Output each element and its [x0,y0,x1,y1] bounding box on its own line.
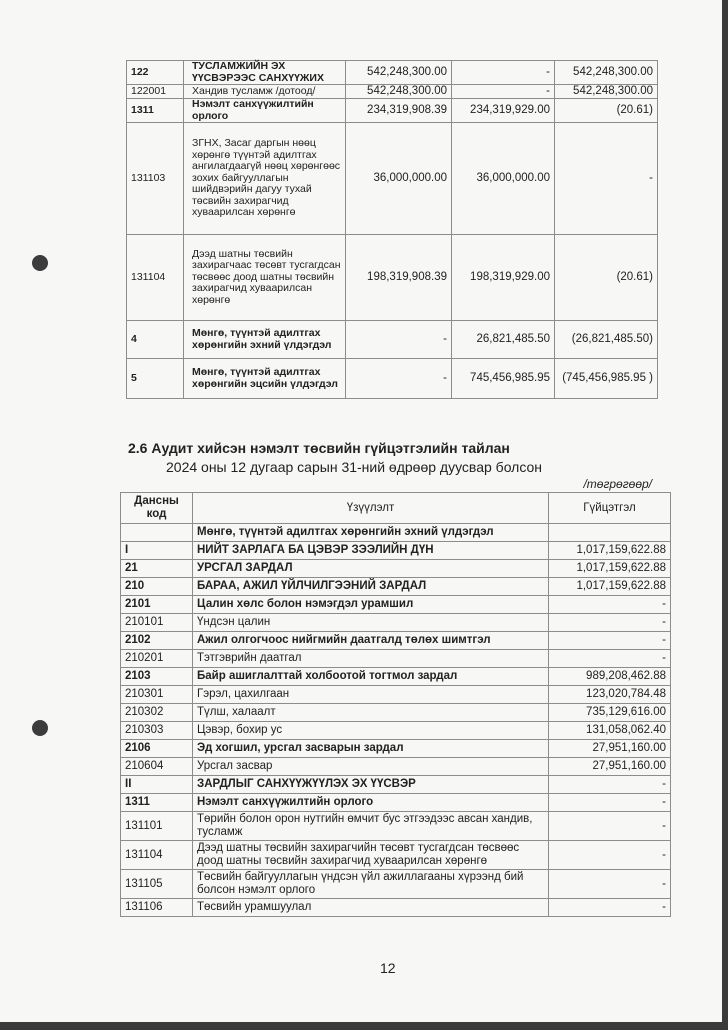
row-value-b: - [452,85,555,99]
row-value: - [549,596,671,614]
table-row [121,899,671,917]
row-value: 1,017,159,622.88 [549,542,671,560]
row-value [549,524,671,542]
table-row [121,578,671,596]
row-code: 1311 [121,794,193,812]
row-label: Төсвийн урамшуулал [193,899,549,917]
row-value-b: 745,456,985.95 [452,359,555,399]
row-value: - [549,650,671,668]
row-value: 27,951,160.00 [549,740,671,758]
row-value: - [549,794,671,812]
row-value: - [549,812,671,841]
row-value-a: 36,000,000.00 [346,123,452,235]
row-value-c: 542,248,300.00 [555,85,658,99]
row-code: 210302 [121,704,193,722]
row-code: 122 [127,61,184,85]
row-label: Дээд шатны төсвийн захирагчаас төсөвт тусгагдсан төсвөөс доод шатны төсвийн захирагчид хуваарилсан хөрөнгө [184,235,346,321]
page-number: 12 [380,960,396,976]
table-row [121,524,671,542]
row-label: Эд хогшил, урсгал засварын зардал [193,740,549,758]
row-value: - [549,899,671,917]
row-value-c: (20.61) [555,99,658,123]
row-code: 210604 [121,758,193,776]
table-row [121,686,671,704]
table-row [121,614,671,632]
row-label: ТУСЛАМЖИЙН ЭХ ҮҮСВЭРЭЭС САНХҮҮЖИХ [184,61,346,85]
row-value-a: 542,248,300.00 [346,85,452,99]
header-performance: Гүйцэтгэл [549,493,671,524]
row-label: Төрийн болон орон нутгийн өмчит бус этгээдээс авсан хандив, тусламж [193,812,549,841]
row-label: Мөнгө, түүнтэй адилтгах хөрөнгийн эхний үлдэгдэл [193,524,549,542]
table-row [121,668,671,686]
table-row [121,560,671,578]
row-value-a: 198,319,908.39 [346,235,452,321]
row-value: - [549,614,671,632]
row-label: Нэмэлт санхүүжилтийн орлого [184,99,346,123]
row-code: 210301 [121,686,193,704]
row-value-c: 542,248,300.00 [555,61,658,85]
table-row [121,841,671,870]
row-code: 2102 [121,632,193,650]
row-label: Төсвийн байгууллагын үндсэн үйл ажиллагааны хүрээнд бий болсон нэмэлт орлого [193,870,549,899]
header-indicator: Үзүүлэлт [193,493,549,524]
table-row [121,870,671,899]
row-value-b: 36,000,000.00 [452,123,555,235]
row-value: - [549,776,671,794]
unit-label: /төгрөгөөр/ [583,477,652,491]
row-label: ЗГНХ, Засаг даргын нөөц хөрөнгө түүнтэй адилтгах ангилагдаагүй нөөц хөрөнгөөс зохих байгууллагын шийдвэрийн дагуу тухай төсвийн захирагчид хуваарилсан хөрөнгө [184,123,346,235]
table-row [127,123,658,235]
row-value-b: 198,319,929.00 [452,235,555,321]
row-value-c: (26,821,485.50) [555,321,658,359]
table-row [121,740,671,758]
table-row [121,542,671,560]
row-label: Цалин хөлс болон нэмэгдэл урамшил [193,596,549,614]
punch-hole [32,255,48,271]
row-value: 27,951,160.00 [549,758,671,776]
row-label: Дээд шатны төсвийн захирагчийн төсөвт тусгагдсан төсвөөс доод шатны төсвийн захирагчид хуваарилсан хөрөнгө [193,841,549,870]
row-code: I [121,542,193,560]
table-row [127,61,658,85]
row-code: II [121,776,193,794]
table-header-row [121,493,671,524]
row-label: Түлш, халаалт [193,704,549,722]
section-subheading: 2024 оны 12 дугаар сарын 31-ний өдрөөр дуусвар болсон [166,459,543,475]
row-value: - [549,841,671,870]
table-row [127,235,658,321]
row-label: Гэрэл, цахилгаан [193,686,549,704]
row-code: 131103 [127,123,184,235]
row-value-b: - [452,61,555,85]
row-code: 2101 [121,596,193,614]
row-label: Мөнгө, түүнтэй адилтгах хөрөнгийн эцсийн үлдэгдэл [184,359,346,399]
table-row [127,85,658,99]
row-code [121,524,193,542]
punch-hole [32,720,48,736]
row-label: Цэвэр, бохир ус [193,722,549,740]
row-code: 131104 [121,841,193,870]
row-code: 210 [121,578,193,596]
row-code: 210303 [121,722,193,740]
row-value: 123,020,784.48 [549,686,671,704]
table-row [121,596,671,614]
row-value-b: 26,821,485.50 [452,321,555,359]
table-row [121,650,671,668]
row-code: 5 [127,359,184,399]
row-label: НИЙТ ЗАРЛАГА БА ЦЭВЭР ЗЭЭЛИЙН ДҮН [193,542,549,560]
table-row [121,704,671,722]
row-value-a: - [346,321,452,359]
row-value-a: - [346,359,452,399]
row-label: ЗАРДЛЫГ САНХҮҮЖҮҮЛЭХ ЭХ ҮҮСВЭР [193,776,549,794]
table-row [121,776,671,794]
row-value-b: 234,319,929.00 [452,99,555,123]
row-code: 21 [121,560,193,578]
table-row [127,359,658,399]
row-code: 210101 [121,614,193,632]
row-code: 210201 [121,650,193,668]
table-row [121,812,671,841]
row-code: 2103 [121,668,193,686]
row-value: 735,129,616.00 [549,704,671,722]
row-value: 1,017,159,622.88 [549,560,671,578]
row-code: 131105 [121,870,193,899]
row-value-a: 234,319,908.39 [346,99,452,123]
table-row [127,99,658,123]
table-row [127,321,658,359]
section-heading: 2.6 Аудит хийсэн нэмэлт төсвийн гүйцэтгэлийн тайлан [128,440,510,456]
row-label: Урсгал засвар [193,758,549,776]
row-label: Мөнгө, түүнтэй адилтгах хөрөнгийн эхний үлдэгдэл [184,321,346,359]
row-code: 122001 [127,85,184,99]
row-value: - [549,632,671,650]
performance-table [120,492,671,917]
row-code: 131104 [127,235,184,321]
row-code: 131106 [121,899,193,917]
row-value-a: 542,248,300.00 [346,61,452,85]
table-row [121,794,671,812]
row-value: 131,058,062.40 [549,722,671,740]
top-table [126,60,658,399]
row-label: Хандив тусламж /дотоод/ [184,85,346,99]
table-row [121,758,671,776]
row-value-c: - [555,123,658,235]
row-label: УРСГАЛ ЗАРДАЛ [193,560,549,578]
row-code: 131101 [121,812,193,841]
table-row [121,632,671,650]
row-value: - [549,870,671,899]
table-row [121,722,671,740]
row-value: 989,208,462.88 [549,668,671,686]
row-label: Нэмэлт санхүүжилтийн орлого [193,794,549,812]
row-label: Ажил олгогчоос нийгмийн даатгалд төлөх шимтгэл [193,632,549,650]
header-code: Дансны код [121,493,193,524]
row-value-c: (20.61) [555,235,658,321]
row-value-c: (745,456,985.95 ) [555,359,658,399]
row-code: 2106 [121,740,193,758]
row-code: 4 [127,321,184,359]
row-label: Үндсэн цалин [193,614,549,632]
row-code: 1311 [127,99,184,123]
row-label: Тэтгэврийн даатгал [193,650,549,668]
row-label: БАРАА, АЖИЛ ҮЙЛЧИЛГЭЭНИЙ ЗАРДАЛ [193,578,549,596]
row-value: 1,017,159,622.88 [549,578,671,596]
row-label: Байр ашиглалттай холбоотой тогтмол зардал [193,668,549,686]
